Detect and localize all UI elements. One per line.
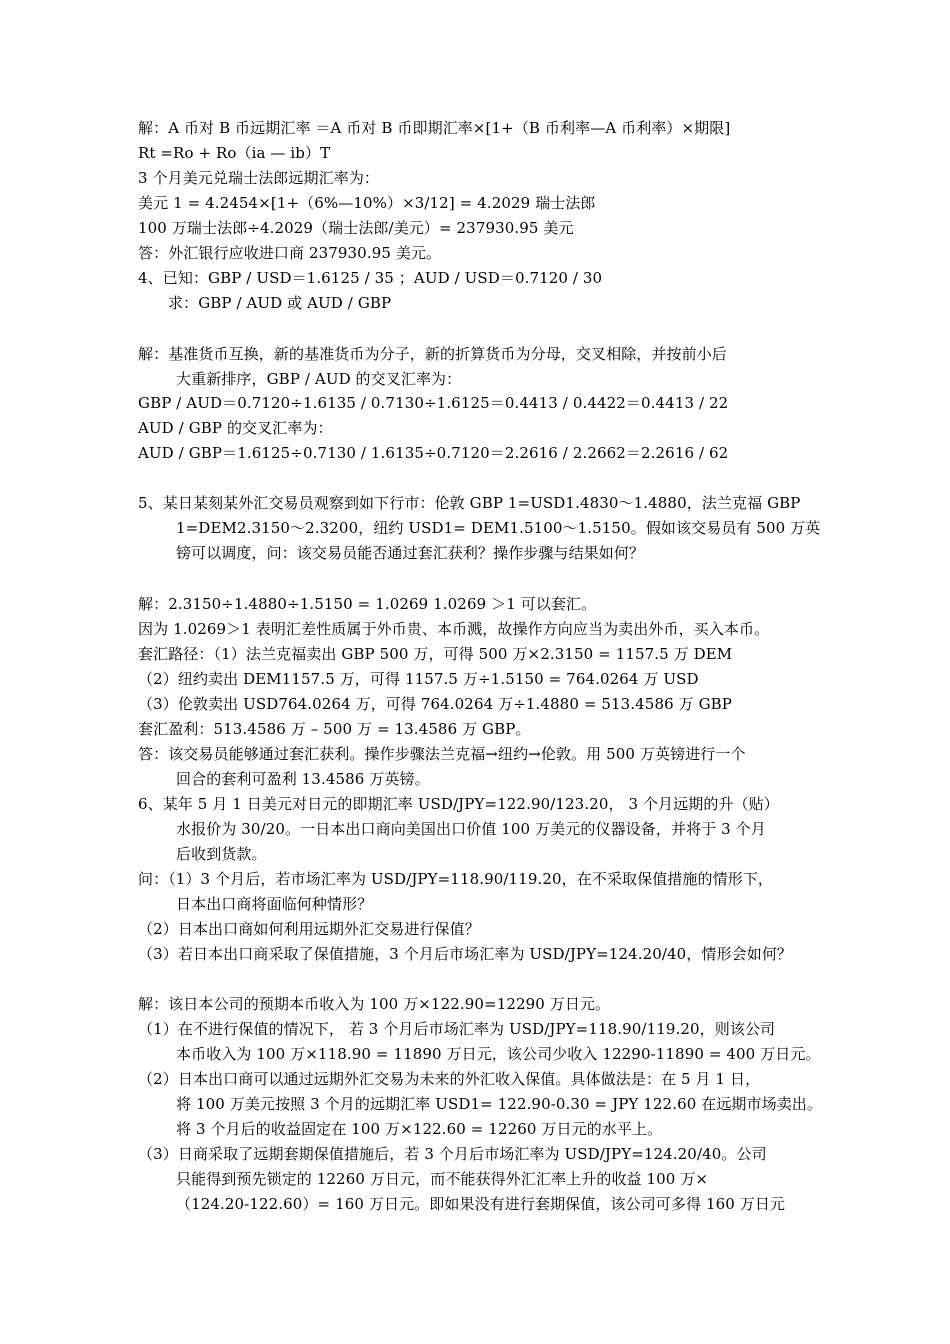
text-line: 美元 1 = 4.2454×[1+（6%—10%）×3/12] = 4.2029 瑞士法郎 <box>138 194 596 212</box>
text-line: AUD / GBP 的交叉汇率为： <box>138 419 333 437</box>
text-line: （3）若日本出口商采取了保值措施，3 个月后市场汇率为 USD/JPY=124.20/40，情形会如何？ <box>138 945 793 963</box>
text-line: 大重新排序，GBP / AUD 的交叉汇率为： <box>176 370 462 388</box>
text-line: 本币收入为 100 万×118.90 = 11890 万日元，该公司少收入 12290-11890 = 400 万日元。 <box>176 1045 821 1063</box>
text-line: 求：GBP / AUD 或 AUD / GBP <box>168 294 392 312</box>
text-line: （3）伦敦卖出 USD764.0264 万，可得 764.0264 万÷1.4880 = 513.4586 万 GBP <box>138 695 732 713</box>
text-line: （1）在不进行保值的情况下， 若 3 个月后市场汇率为 USD/JPY=118.90/119.20，则该公司 <box>138 1020 776 1038</box>
text-line: 5、某日某刻某外汇交易员观察到如下行市：伦敦 GBP 1=USD1.4830～1.4880，法兰克福 GBP <box>138 494 801 512</box>
text-line: 将 100 万美元按照 3 个月的远期汇率 USD1= 122.90-0.30 = JPY 122.60 在远期市场卖出。 <box>176 1095 823 1113</box>
text-line: 100 万瑞士法郎÷4.2029（瑞士法郎/美元）= 237930.95 美元 <box>138 219 574 237</box>
text-line: 3 个月美元兑瑞士法郎远期汇率为： <box>138 169 380 187</box>
text-line: 因为 1.0269＞1 表明汇差性质属于外币贵、本币溅，故操作方向应当为卖出外币，买入本币。 <box>138 620 770 638</box>
text-line: 镑可以调度，问：该交易员能否通过套汇获利？操作步骤与结果如何？ <box>176 544 645 562</box>
text-line: 1=DEM2.3150～2.3200，纽约 USD1= DEM1.5100～1.5150。假如该交易员有 500 万英 <box>176 519 821 537</box>
text-line: 问：（1）3 个月后，若市场汇率为 USD/JPY=118.90/119.20，在不采取保值措施的情形下， <box>138 870 774 888</box>
text-line: 套汇路径：（1）法兰克福卖出 GBP 500 万，可得 500 万×2.3150 = 1157.5 万 DEM <box>138 645 733 663</box>
text-line: 解：基准货币互换，新的基准货币为分子，新的折算货币为分母，交叉相除，并按前小后 <box>138 345 727 363</box>
text-line: 解：该日本公司的预期本币收入为 100 万×122.90=12290 万日元。 <box>138 995 611 1013</box>
text-line: （2）纽约卖出 DEM1157.5 万，可得 1157.5 万÷1.5150 = 764.0264 万 USD <box>138 670 699 688</box>
text-line: 后收到货款。 <box>176 845 267 863</box>
text-line: 回合的套利可盈利 13.4586 万英镑。 <box>176 770 430 788</box>
text-line: 6、某年 5 月 1 日美元对日元的即期汇率 USD/JPY=122.90/123.20， 3 个月远期的升（贴） <box>138 795 779 813</box>
text-line: （2）日本出口商可以通过远期外汇交易为未来的外汇收入保值。具体做法是：在 5 月 1 日， <box>138 1070 761 1088</box>
text-line: 将 3 个月后的收益固定在 100 万×122.60 = 12260 万日元的水平上。 <box>176 1120 663 1138</box>
text-line: （3）日商采取了远期套期保值措施后，若 3 个月后市场汇率为 USD/JPY=124.20/40。公司 <box>138 1145 767 1163</box>
text-line: 只能得到预先锁定的 12260 万日元，而不能获得外汇汇率上升的收益 100 万× <box>176 1170 709 1188</box>
text-line: GBP / AUD＝0.7120÷1.6135 / 0.7130÷1.6125＝0.4413 / 0.4422＝0.4413 / 22 <box>138 394 729 412</box>
text-line: 答：外汇银行应收进口商 237930.95 美元。 <box>138 244 442 262</box>
text-line: Rt =Ro + Ro（ia — ib）T <box>138 144 331 162</box>
text-line: 答：该交易员能够通过套汇获利。操作步骤法兰克福→纽约→伦敦。用 500 万英镑进行一个 <box>138 745 746 763</box>
text-line: 日本出口商将面临何种情形？ <box>176 895 373 913</box>
text-line: 解：A 币对 B 币远期汇率 ＝A 币对 B 币即期汇率×[1+（B 币利率—A 币利率）×期限] <box>138 119 731 137</box>
text-line: 套汇盈利：513.4586 万 – 500 万 = 13.4586 万 GBP。 <box>138 720 531 738</box>
text-line: （124.20-122.60）= 160 万日元。即如果没有进行套期保值，该公司可多得 160 万日元 <box>176 1195 786 1213</box>
text-line: AUD / GBP＝1.6125÷0.7130 / 1.6135÷0.7120＝2.2616 / 2.2662＝2.2616 / 62 <box>138 444 729 462</box>
text-line: 水报价为 30/20。一日本出口商向美国出口价值 100 万美元的仪器设备，并将于 3 个月 <box>176 820 766 838</box>
text-line: 4、已知：GBP / USD＝1.6125 / 35 ；AUD / USD＝0.7120 / 30 <box>138 269 603 287</box>
text-line: （2）日本出口商如何利用远期外汇交易进行保值？ <box>138 920 480 938</box>
text-line: 解：2.3150÷1.4880÷1.5150 = 1.0269 1.0269 ＞1 可以套汇。 <box>138 595 597 613</box>
